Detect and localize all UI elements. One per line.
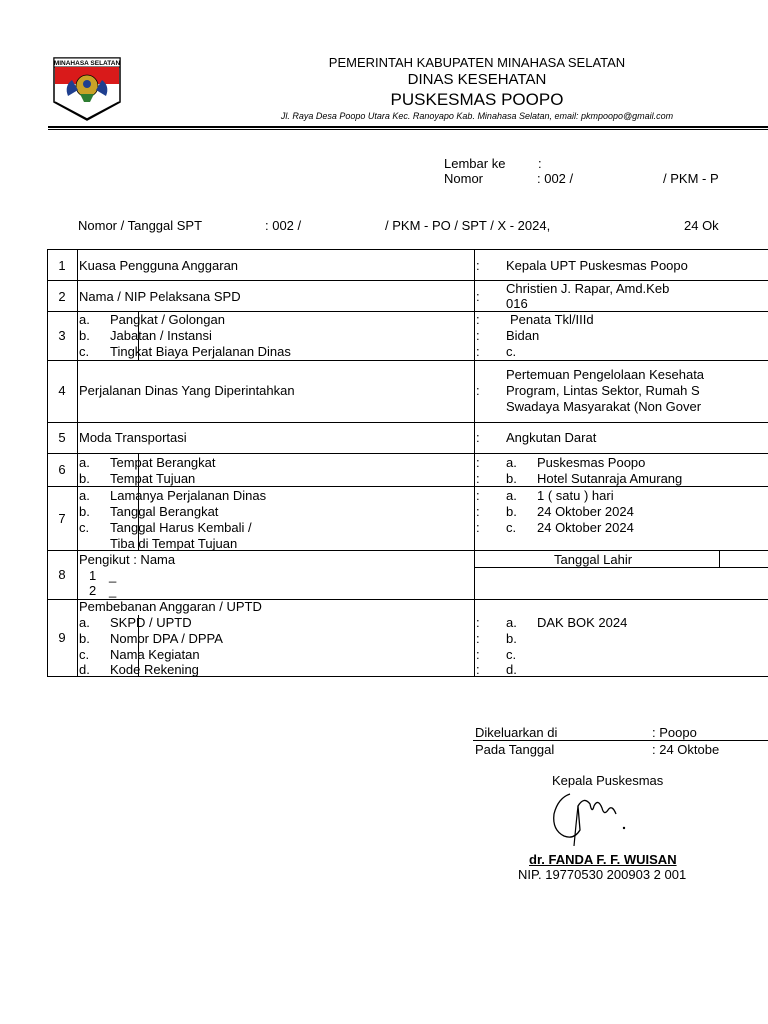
row3-number: 3 xyxy=(58,328,66,343)
row4-colon: : xyxy=(476,383,480,398)
spt-date: 24 Ok xyxy=(684,218,719,233)
row9-c-colon: : xyxy=(476,647,480,662)
row2-value1: Christien J. Rapar, Amd.Keb xyxy=(506,281,670,296)
minahasa-selatan-logo xyxy=(52,56,122,122)
spd-table xyxy=(47,249,768,677)
row2-number: 2 xyxy=(58,289,66,304)
row2-label: Nama / NIP Pelaksana SPD xyxy=(79,289,241,304)
row9-c: c. xyxy=(79,647,90,662)
row9-c-letter: c. xyxy=(506,647,517,662)
nomor-label: Nomor xyxy=(444,171,484,186)
row3-a-value: Penata Tkl/IIId xyxy=(510,312,594,327)
col-line-number xyxy=(77,249,78,677)
row7-number: 7 xyxy=(58,511,66,526)
row6-b: b. xyxy=(79,471,90,486)
row9-d-colon: : xyxy=(476,662,480,677)
row3-c: c. xyxy=(79,344,90,359)
row6-b-letter: b. xyxy=(506,471,517,486)
row7-b-letter: b. xyxy=(506,504,517,519)
row9-d-label: Kode Rekening xyxy=(110,662,199,677)
row9-b-colon: : xyxy=(476,631,480,646)
spt-value: : 002 / xyxy=(265,218,302,233)
row-line xyxy=(47,249,768,250)
row7-b-colon: : xyxy=(476,504,480,519)
row8-item1-dash: _ xyxy=(109,568,117,583)
row6-a: a. xyxy=(79,455,90,470)
row9-a-letter: a. xyxy=(506,615,517,630)
row2-value2: 016 xyxy=(506,296,528,311)
row9-b-label: Nomor DPA / DPPA xyxy=(110,631,223,646)
row6-a-colon: : xyxy=(476,455,480,470)
row8-item1-index: 1 xyxy=(89,568,97,583)
row9-number: 9 xyxy=(58,630,66,645)
row8-label: Pengikut : Nama xyxy=(79,552,176,567)
row9-b-letter: b. xyxy=(506,631,517,646)
footer-rule xyxy=(473,740,768,741)
row6-b-value: Hotel Sutanraja Amurang xyxy=(537,471,683,486)
row8-item2-index: 2 xyxy=(89,583,97,598)
row9-b: b. xyxy=(79,631,90,646)
row7-a-value: 1 ( satu ) hari xyxy=(537,488,614,503)
row4-value-line1: Pertemuan Pengelolaan Kesehata xyxy=(506,367,705,382)
date-value: : 24 Oktobe xyxy=(652,742,720,757)
row9-c-label: Nama Kegiatan xyxy=(110,647,200,662)
row8-right-line xyxy=(719,550,720,568)
row1-label: Kuasa Pengguna Anggaran xyxy=(79,258,239,273)
row3-c-value: c. xyxy=(506,344,517,359)
header-address: Jl. Raya Desa Poopo Utara Kec. Ranoyapo Kab. Minahasa Selatan, email: pkmpoopo@gmail.com xyxy=(280,111,674,121)
row2-colon: : xyxy=(476,289,480,304)
row3-c-label: Tingkat Biaya Perjalanan Dinas xyxy=(110,344,291,359)
row3-b-value: Bidan xyxy=(506,328,540,343)
row6-number: 6 xyxy=(58,462,66,477)
row3-a-colon: : xyxy=(476,312,480,327)
header-line2: DINAS KESEHATAN xyxy=(407,71,547,88)
row6-b-colon: : xyxy=(476,471,480,486)
row9-d-letter: d. xyxy=(506,662,517,677)
row3-b-label: Jabatan / Instansi xyxy=(110,328,212,343)
row7-a: a. xyxy=(79,488,90,503)
row7-c: c. xyxy=(79,520,90,535)
row7-a-colon: : xyxy=(476,488,480,503)
row3-c-colon: : xyxy=(476,344,480,359)
lembar-label: Lembar ke xyxy=(444,156,506,171)
row7-a-letter: a. xyxy=(506,488,517,503)
row3-b: b. xyxy=(79,328,90,343)
row5-value: Angkutan Darat xyxy=(506,430,597,445)
spt-suffix: / PKM - PO / SPT / X - 2024, xyxy=(385,218,551,233)
row7-a-label: Lamanya Perjalanan Dinas xyxy=(110,488,267,503)
row-line xyxy=(47,422,768,423)
row9-a: a. xyxy=(79,615,90,630)
row-line xyxy=(47,360,768,361)
row6-b-label: Tempat Tujuan xyxy=(110,471,196,486)
header-rule-thin xyxy=(48,129,768,130)
issued-label: Dikeluarkan di xyxy=(475,725,558,740)
row3-a: a. xyxy=(79,312,90,327)
row5-label: Moda Transportasi xyxy=(79,430,187,445)
row1-colon: : xyxy=(476,258,480,273)
row8-item2-dash: _ xyxy=(109,583,117,598)
row9-a-label: SKPD / UPTD xyxy=(110,615,192,630)
signer-nip: NIP. 19770530 200903 2 001 xyxy=(518,867,687,882)
issued-value: : Poopo xyxy=(652,725,697,740)
row6-a-letter: a. xyxy=(506,455,517,470)
row1-number: 1 xyxy=(58,258,66,273)
header-line1: PEMERINTAH KABUPATEN MINAHASA SELATAN xyxy=(328,55,626,70)
row3-a-label: Pangkat / Golongan xyxy=(110,312,225,327)
row4-value-line2: Program, Lintas Sektor, Rumah S xyxy=(506,383,700,398)
row7-c-letter: c. xyxy=(506,520,517,535)
row6-a-value: Puskesmas Poopo xyxy=(537,455,646,470)
row5-colon: : xyxy=(476,430,480,445)
row-line xyxy=(47,486,768,487)
row7-b-value: 24 Oktober 2024 xyxy=(537,504,634,519)
row8-number: 8 xyxy=(58,567,66,582)
row8-inner-line xyxy=(474,567,768,568)
row9-a-value: DAK BOK 2024 xyxy=(537,615,628,630)
row7-b-label: Tanggal Berangkat xyxy=(110,504,219,519)
row1-value: Kepala UPT Puskesmas Poopo xyxy=(506,258,688,273)
spt-label: Nomor / Tanggal SPT xyxy=(78,218,203,233)
row8-tanggal-lahir: Tanggal Lahir xyxy=(554,552,633,567)
row7-c-label: Tanggal Harus Kembali / xyxy=(110,520,252,535)
date-label: Pada Tanggal xyxy=(475,742,555,757)
header-rule xyxy=(48,126,768,128)
row7-b: b. xyxy=(79,504,90,519)
row7-c-colon: : xyxy=(476,520,480,535)
row7-c-label2: Tiba di Tempat Tujuan xyxy=(110,536,238,551)
header-line3: PUSKESMAS POOPO xyxy=(390,90,564,109)
row5-number: 5 xyxy=(58,430,66,445)
nomor-suffix: / PKM - P xyxy=(663,171,719,186)
row4-value-line3: Swadaya Masyarakat (Non Gover xyxy=(506,399,702,414)
signature xyxy=(540,786,640,852)
col-line-middle xyxy=(474,249,475,677)
nomor-value: : 002 / xyxy=(537,171,574,186)
row9-a-colon: : xyxy=(476,615,480,630)
svg-text:MINAHASA SELATAN: MINAHASA SELATAN xyxy=(53,60,121,67)
row4-number: 4 xyxy=(58,383,66,398)
row3-b-colon: : xyxy=(476,328,480,343)
row9-label: Pembebanan Anggaran / UPTD xyxy=(79,599,262,614)
signer-name: dr. FANDA F. F. WUISAN xyxy=(529,852,677,867)
row6-a-label: Tempat Berangkat xyxy=(110,455,216,470)
row9-d: d. xyxy=(79,662,90,677)
lembar-colon: : xyxy=(538,156,542,171)
signer-title: Kepala Puskesmas xyxy=(552,773,664,788)
row-line xyxy=(47,453,768,454)
row7-c-value: 24 Oktober 2024 xyxy=(537,520,634,535)
row4-label: Perjalanan Dinas Yang Diperintahkan xyxy=(79,383,295,398)
